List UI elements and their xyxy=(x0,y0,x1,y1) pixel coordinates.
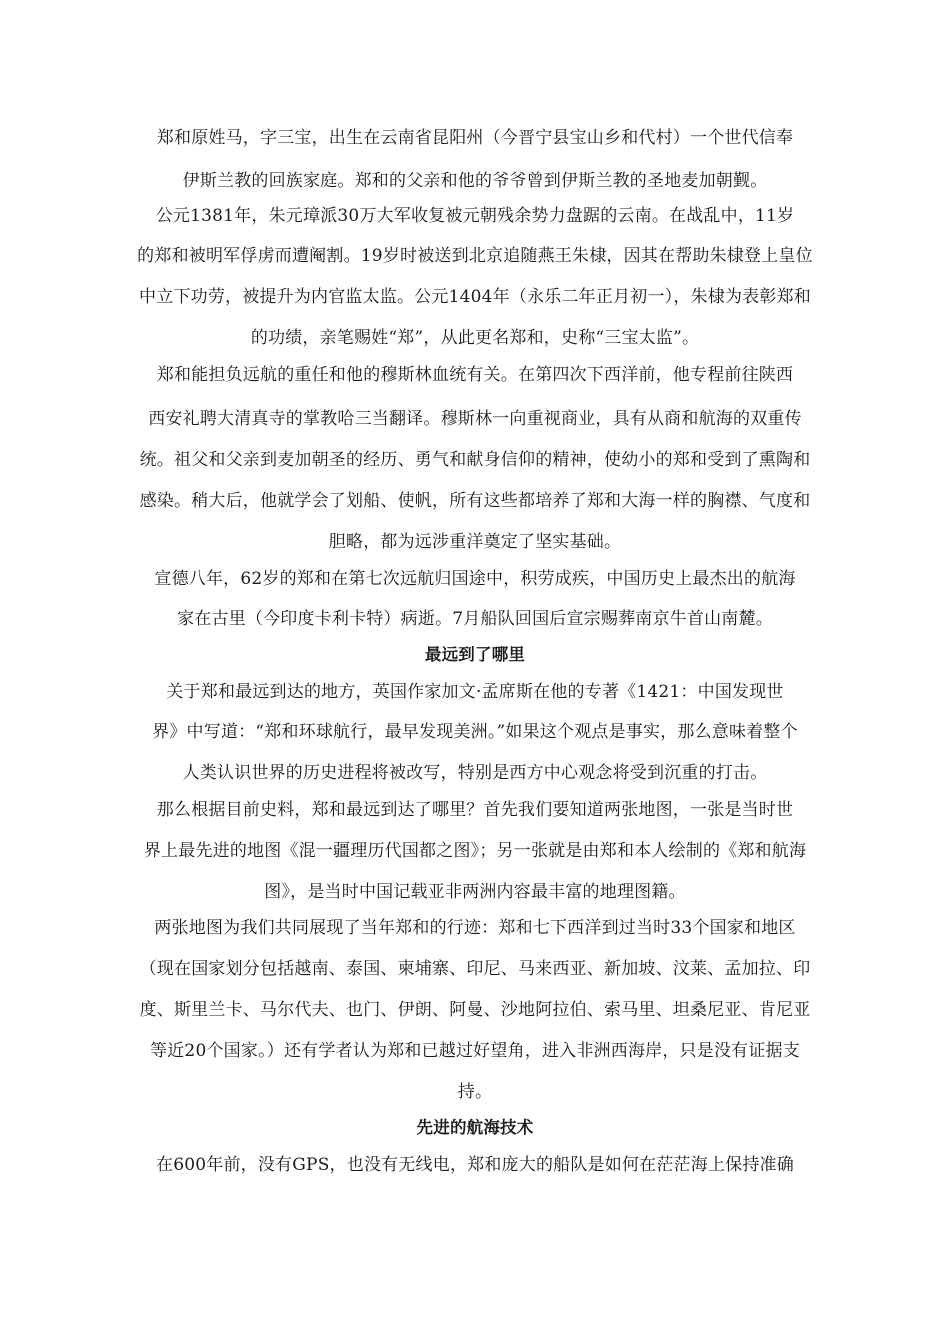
text-line: 两张地图为我们共同展现了当年郑和的行迹：郑和七下西洋到过当时33个国家和地区 xyxy=(154,918,796,938)
text-line: 中立下功劳，被提升为内官监太监。公元1404年（永乐二年正月初一），朱棣为表彰郑和 xyxy=(139,287,811,307)
text-line: 那么根据目前史料，郑和最远到达了哪里？首先我们要知道两张地图，一张是当时世 xyxy=(156,800,794,820)
text-line: （现在国家划分包括越南、泰国、柬埔寨、印尼、马来西亚、新加坡、汶莱、孟加拉、印 xyxy=(139,959,811,979)
section-heading: 先进的航海技术 xyxy=(416,1118,534,1137)
text-line: 人类认识世界的历史进程将被改写，特别是西方中心观念将受到沉重的打击。 xyxy=(182,763,768,783)
text-line: 在600年前，没有GPS，也没有无线电，郑和庞大的船队是如何在茫茫海上保持准确 xyxy=(156,1155,794,1175)
text-line: 郑和原姓马，字三宝，出生在云南省昆阳州（今晋宁县宝山乡和代村）一个世代信奉 xyxy=(156,128,794,148)
text-line: 关于郑和最远到达的地方，英国作家加文·孟席斯在他的专著《1421：中国发现世 xyxy=(166,682,784,702)
text-line: 度、斯里兰卡、马尔代夫、也门、伊朗、阿曼、沙地阿拉伯、索马里、坦桑尼亚、肯尼亚 xyxy=(139,1000,811,1020)
text-line: 家在古里（今印度卡利卡特）病逝。7月船队回国后宣宗赐葬南京牛首山南麓。 xyxy=(177,609,773,629)
text-line: 西安礼聘大清真寺的掌教哈三当翻译。穆斯林一向重视商业，具有从商和航海的双重传 xyxy=(148,409,802,429)
text-line: 图》，是当时中国记载亚非两洲内容最丰富的地理图籍。 xyxy=(264,882,686,902)
text-line: 胆略，都为远涉重洋奠定了坚实基础。 xyxy=(328,532,622,552)
text-line: 公元1381年，朱元璋派30万大军收复被元朝残余势力盘踞的云南。在战乱中，11岁 xyxy=(155,206,795,226)
text-line: 界上最先进的地图《混一疆理历代国都之图》；另一张就是由郑和本人绘制的《郑和航海 xyxy=(143,841,807,861)
text-line: 伊斯兰教的回族家庭。郑和的父亲和他的爷爷曾到伊斯兰教的圣地麦加朝觐。 xyxy=(182,171,768,191)
text-line: 的功绩，亲笔赐姓“郑”，从此更名郑和，史称“三宝太监”。 xyxy=(250,328,700,348)
text-line: 界》中写道：“郑和环球航行，最早发现美洲。”如果这个观点是事实，那么意味着整个 xyxy=(152,722,798,742)
text-line: 的郑和被明军俘虏而遭阉割。19岁时被送到北京追随燕王朱棣，因其在帮助朱棣登上皇位 xyxy=(137,246,813,266)
text-line: 感染。稍大后，他就学会了划船、使帆，所有这些都培养了郑和大海一样的胸襟、气度和 xyxy=(139,491,811,511)
text-line: 持。 xyxy=(457,1082,493,1102)
text-line: 郑和能担负远航的重任和他的穆斯林血统有关。在第四次下西洋前，他专程前往陕西 xyxy=(156,365,794,385)
section-heading: 最远到了哪里 xyxy=(424,645,526,664)
text-line: 等近20个国家。）还有学者认为郑和已越过好望角，进入非洲西海岸，只是没有证据支 xyxy=(150,1041,800,1061)
text-line: 宣德八年，62岁的郑和在第七次远航归国途中，积劳成疾，中国历史上最杰出的航海 xyxy=(154,569,796,589)
text-line: 统。祖父和父亲到麦加朝圣的经历、勇气和献身信仰的精神，使幼小的郑和受到了熏陶和 xyxy=(139,450,811,470)
